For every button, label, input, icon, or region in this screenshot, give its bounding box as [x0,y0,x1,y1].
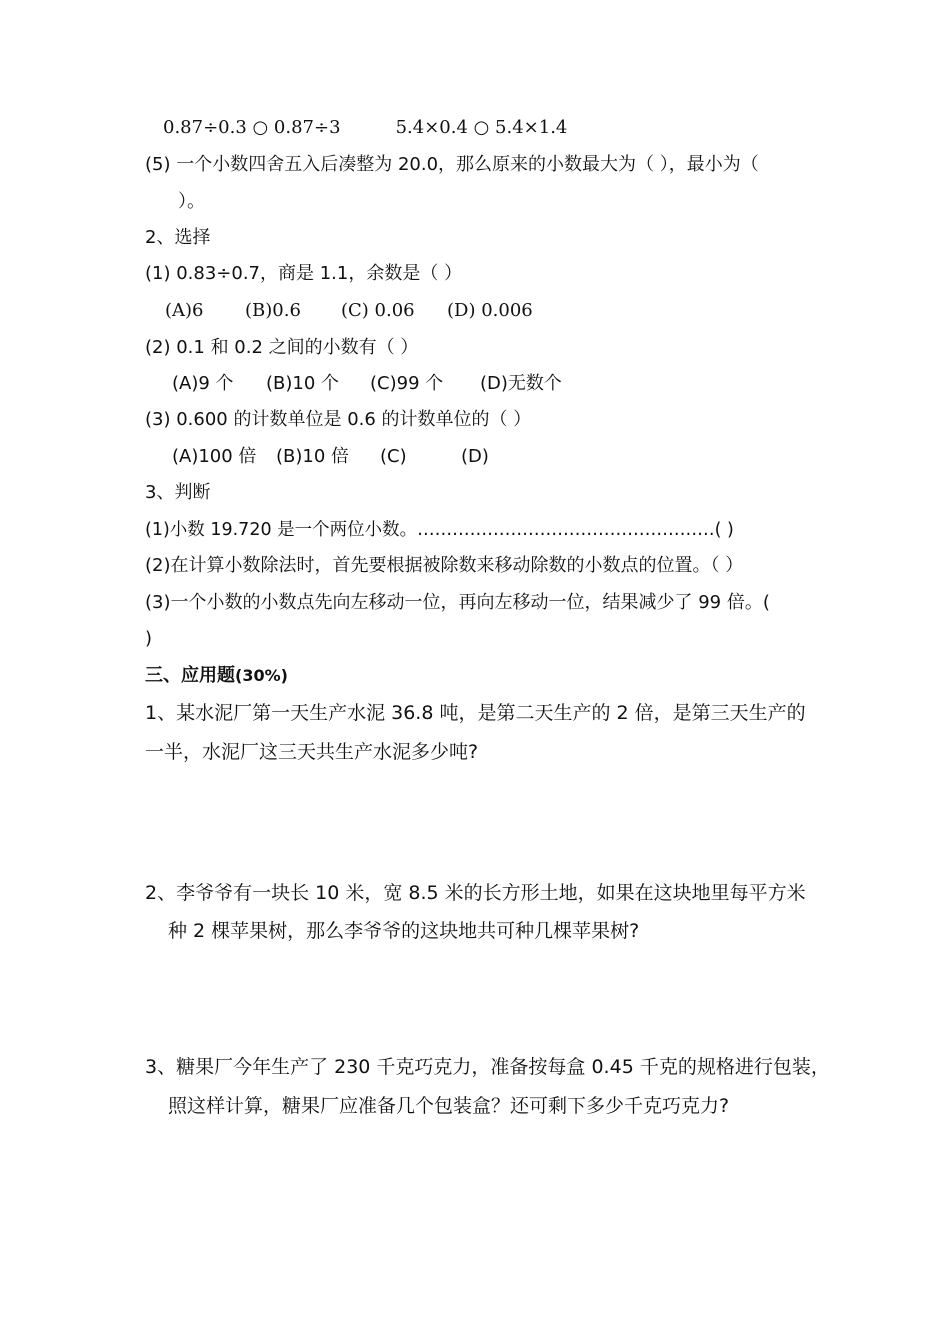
applied-percent: (30%) [235,666,288,685]
s2-q3-option-b: (B)10 倍 [276,446,350,467]
s2-q3-option-d: (D) [461,446,489,467]
problem-3-line2: 照这样计算，糖果厂应准备几个包装盒？还可剩下多少千克巧克力? [168,1095,730,1117]
applied-heading [145,664,288,688]
s3-item-1: (1)小数 19.720 是一个两位小数。……………………………………………( ) [145,520,734,540]
q5-line2: ）。 [178,191,205,212]
s2-q3-option-c: (C) [380,446,407,467]
q5-line1: (5) 一个小数四舍五入后凑整为 20.0，那么原来的小数最大为（ ），最小为（ [145,154,759,175]
section2-title: 2、选择 [145,227,211,248]
compare-right: 5.4×0.4 ○ 5.4×1.4 [395,117,568,138]
s2-q2-option-a: (A)9 个 [172,373,234,394]
s2-q1-stem: (1) 0.83÷0.7，商是 1.1，余数是（ ） [145,263,463,284]
s2-q2-options [172,372,562,396]
s2-q2-stem: (2) 0.1 和 0.2 之间的小数有（ ） [145,337,419,358]
s2-q1-option-d: (D) 0.006 [447,300,533,321]
s2-q1-option-b: (B)0.6 [245,300,301,321]
s3-item-2: (2)在计算小数除法时，首先要根据被除数来移动除数的小数点的位置。（ ） [145,555,744,576]
s2-q1-option-a: (A)6 [165,300,204,321]
problem-3-line1: 3、糖果厂今年生产了 230 千克巧克力，准备按每盒 0.45 千克的规格进行包装， [145,1056,830,1078]
s2-q2-option-c: (C)99 个 [370,373,444,394]
s2-q1-option-c: (C) 0.06 [341,300,415,321]
s2-q3-options [172,445,489,469]
problem-2-line1: 2、李爷爷有一块长 10 米，宽 8.5 米的长方形土地，如果在这块地里每平方米 [145,882,806,904]
s2-q3-option-a: (A)100 倍 [172,446,257,467]
s3-item-3-cont: ) [145,628,153,649]
section3-title: 3、判断 [145,482,211,503]
compare-left: 0.87÷0.3 ○ 0.87÷3 [163,117,341,138]
problem-1-line1: 1、某水泥厂第一天生产水泥 36.8 吨，是第二天生产的 2 倍，是第三天生产的 [145,702,806,724]
compare-row [163,116,567,140]
problem-1-line2: 一半，水泥厂这三天共生产水泥多少吨? [145,741,479,763]
problem-2-line2: 种 2 棵苹果树，那么李爷爷的这块地共可种几棵苹果树? [168,920,640,942]
s2-q2-option-d: (D)无数个 [480,373,562,394]
s2-q1-options [165,299,533,323]
s2-q3-stem: (3) 0.600 的计数单位是 0.6 的计数单位的（ ） [145,409,532,430]
s2-q2-option-b: (B)10 个 [266,373,340,394]
s3-item-3: (3)一个小数的小数点先向左移动一位，再向左移动一位，结果减少了 99 倍。( [145,592,770,613]
applied-heading-text: 三、应用题 [145,665,235,686]
